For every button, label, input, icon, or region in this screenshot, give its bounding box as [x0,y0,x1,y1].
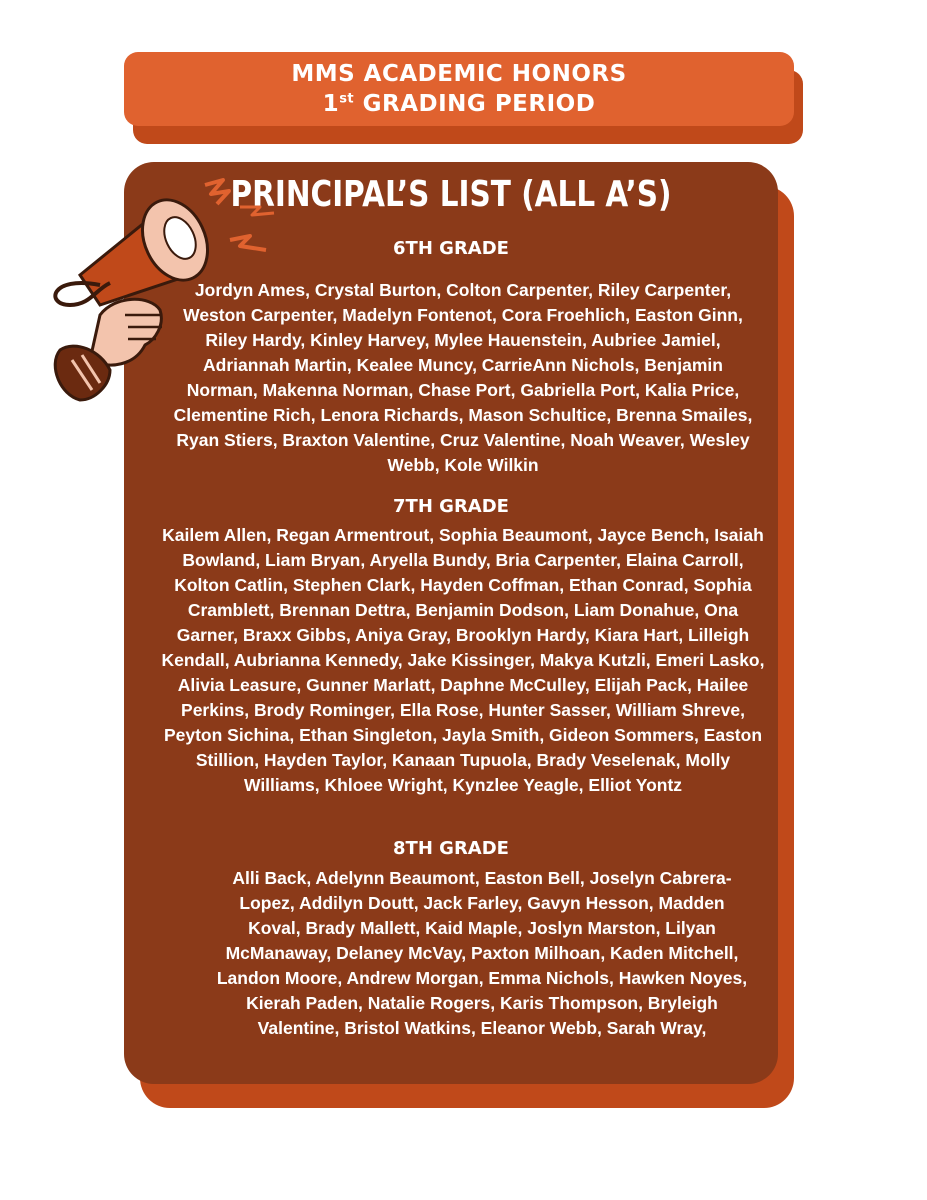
grade-heading-8th: 8TH GRADE [393,838,509,859]
header-banner [124,52,794,126]
grade-names-7th: Kailem Allen, Regan Armentrout, Sophia Beaumont, Jayce Bench, Isaiah Bowland, Liam Bryan, Aryella Bundy, Bria Carpenter, Elaina Carroll, Kolton Catlin, Stephen Clark, Hayden Coffman, Ethan Conrad, Sophia Cramblett, Brennan Dettra, Benjamin Dodson, Liam Donahue, Ona Garner, Braxx Gibbs, Aniya Gray, Brooklyn Hardy, Kiara Hart, Lilleigh Kendall, Aubrianna Kennedy, Jake Kissinger, Makya Kutzli, Emeri Lasko, Alivia Leasure, Gunner Marlatt, Daphne McCulley, Elijah Pack, Hailee Perkins, Brody Rominger, Ella Rose, Hunter Sasser, William Shreve, Peyton Sichina, Ethan Singleton, Jayla Smith, Gideon Sommers, Easton Stillion, Hayden Taylor, Kanaan Tupuola, Brady Veselenak, Molly Williams, Khloee Wright, Kynzlee Yeagle, Elliot Yontz [161,525,765,795]
sound-lines-icon [230,236,266,250]
header-title: MMS ACADEMIC HONORS [291,61,627,87]
grade-heading-6th: 6TH GRADE [393,238,509,259]
sound-lines-icon [240,207,274,215]
megaphone-icon [40,165,280,415]
grade-names-8th: Alli Back, Adelynn Beaumont, Easton Bell, Joselyn Cabrera-Lopez, Addilyn Doutt, Jack Farley, Gavyn Hesson, Madden Koval, Brady Mallett, Kaid Maple, Joslyn Marston, Lilyan McManaway, Delaney McVay, Paxton Milhoan, Kaden Mitchell, Landon Moore, Andrew Morgan, Emma Nichols, Hawken Noyes, Kierah Paden, Natalie Rogers, Karis Thompson, Bryleigh Valentine, Bristol Watkins, Eleanor Webb, Sarah Wray, [216,868,748,1038]
header-subtitle: 1st GRADING PERIOD [322,91,596,117]
panel-title: PRINCIPAL’S LIST (ALL A’S) [230,174,672,215]
sound-lines-icon [205,180,229,204]
grade-heading-7th: 7TH GRADE [393,496,509,517]
hand-icon [90,299,161,365]
grade-names-6th: Jordyn Ames, Crystal Burton, Colton Carpenter, Riley Carpenter, Weston Carpenter, Madelyn Fontenot, Cora Froehlich, Easton Ginn, Riley Hardy, Kinley Harvey, Mylee Hauenstein, Aubriee Jamiel, Adriannah Martin, Kealee Muncy, CarrieAnn Nichols, Benjamin Norman, Makenna Norman, Chase Port, Gabriella Port, Kalia Price, Clementine Rich, Lenora Richards, Mason Schultice, Brenna Smailes, Ryan Stiers, Braxton Valentine, Cruz Valentine, Noah Weaver, Wesley Webb, Kole Wilkin [173,280,753,475]
